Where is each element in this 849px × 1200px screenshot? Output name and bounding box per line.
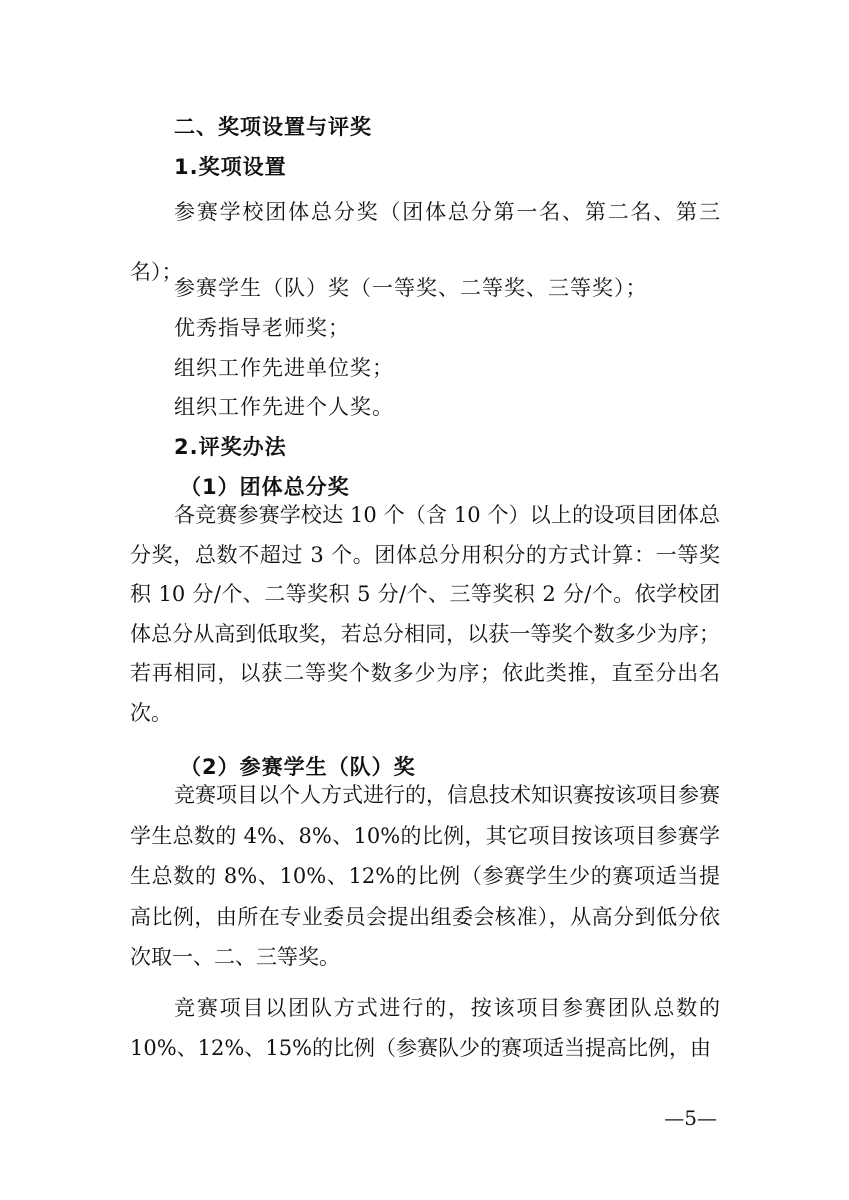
method2-paragraph-1 [130, 775, 720, 978]
award-item-team-score-text: 参赛学校团体总分奖（团体总分第一名、第二名、第三名）； [130, 200, 720, 284]
method2-paragraph-2 [130, 988, 720, 1068]
subsection-title-award-settings: 1.奖项设置 [174, 155, 287, 179]
subsection-title-methods: 2.评奖办法 [174, 435, 287, 459]
award-item-teacher: 优秀指导老师奖； [174, 316, 350, 340]
method1-title: （1）团体总分奖 [180, 475, 350, 499]
award-item-student: 参赛学生（队）奖（一等奖、二等奖、三等奖）； [174, 276, 648, 300]
page-number: —5— [664, 1106, 717, 1130]
award-item-org-unit: 组织工作先进单位奖； [174, 356, 394, 380]
method1-text: 各竞赛参赛学校达 10 个（含 10 个）以上的设项目团体总分奖，总数不超过 3 个。团体总分用积分的方式计算：一等奖积 10 分/个、二等奖积 5 分/个、三等奖积 2 分/个。依学校团体总分从高到低取奖，若总分相同，以获一等奖个数多少为序；若再相同，以获二等奖个数多少为序；依此类推，直至分出名次。 [130, 503, 720, 725]
method2-text1: 竞赛项目以个人方式进行的，信息技术知识赛按该项目参赛学生总数的 4%、8%、10%的比例，其它项目按该项目参赛学生总数的 8%、10%、12%的比例（参赛学生少的赛项适当提高比例，由所在专业委员会提出组委会核准），从高分到低分依次取一、二、三等奖。 [130, 783, 720, 969]
method1-paragraph [130, 496, 720, 733]
method2-title: （2）参赛学生（队）奖 [180, 755, 416, 779]
method2-text2: 竞赛项目以团队方式进行的，按该项目参赛团队总数的 10%、12%、15%的比例（参赛队少的赛项适当提高比例，由 [130, 996, 720, 1060]
section-title: 二、奖项设置与评奖 [174, 115, 372, 139]
award-item-org-person: 组织工作先进个人奖。 [174, 395, 394, 419]
